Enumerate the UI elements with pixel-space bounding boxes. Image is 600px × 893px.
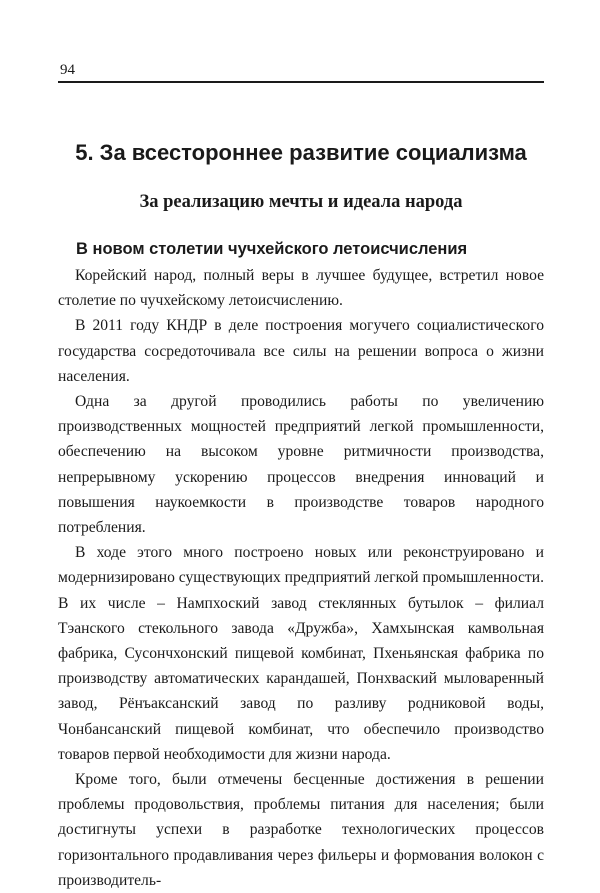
page-number: 94 xyxy=(60,62,75,78)
header-rule xyxy=(58,81,544,83)
chapter-title: 5. За всестороннее развитие социализма xyxy=(75,140,527,165)
paragraph: В ходе этого много построено новых или реконструировано и модернизировано существующих предприятий легкой промышленности. В их числе – Нампхоский завод стеклянных бутылок – филиал Тэанского стекольного завода «Дружба», Хамхынская камвольная фабрика, Сусончхонский пищевой комбинат, Пхеньянская фабрика по производству автоматических карандашей, Понхваский мыловаренный завод, Рёнъаксанский завод по разливу родниковой воды, Чонбансанский пищевой комбинат, что обеспечило производство товаров первой необходимости для жизни народа. xyxy=(58,544,544,763)
paragraph: Кроме того, были отмечены бесценные достижения в решении проблемы продовольствия, проблемы питания для населения; были достигнуты успехи в разработке технологических процессов горизонтального продавливания через фильеры и формования волокон с производитель- xyxy=(58,771,544,889)
paragraph: Корейский народ, полный веры в лучшее будущее, встретил новое столетие по чучхейскому летоисчислению. xyxy=(58,267,544,310)
paragraph: В 2011 году КНДР в деле построения могучего социалистического государства сосредоточивала все силы на решении вопроса о жизни населения. xyxy=(58,317,544,385)
body-text xyxy=(58,263,544,893)
paragraph: Одна за другой проводились работы по увеличению производственных мощностей предприятий легкой промышленности, обеспечению на высоком уровне ритмичности производства, непрерывному ускорению процессов внедрения инноваций и повышения наукоемкости в производстве товаров народного потребления. xyxy=(58,393,544,537)
subsection-title: В новом столетии чучхейского летоисчисления xyxy=(76,240,468,258)
section-title: За реализацию мечты и идеала народа xyxy=(139,192,463,212)
